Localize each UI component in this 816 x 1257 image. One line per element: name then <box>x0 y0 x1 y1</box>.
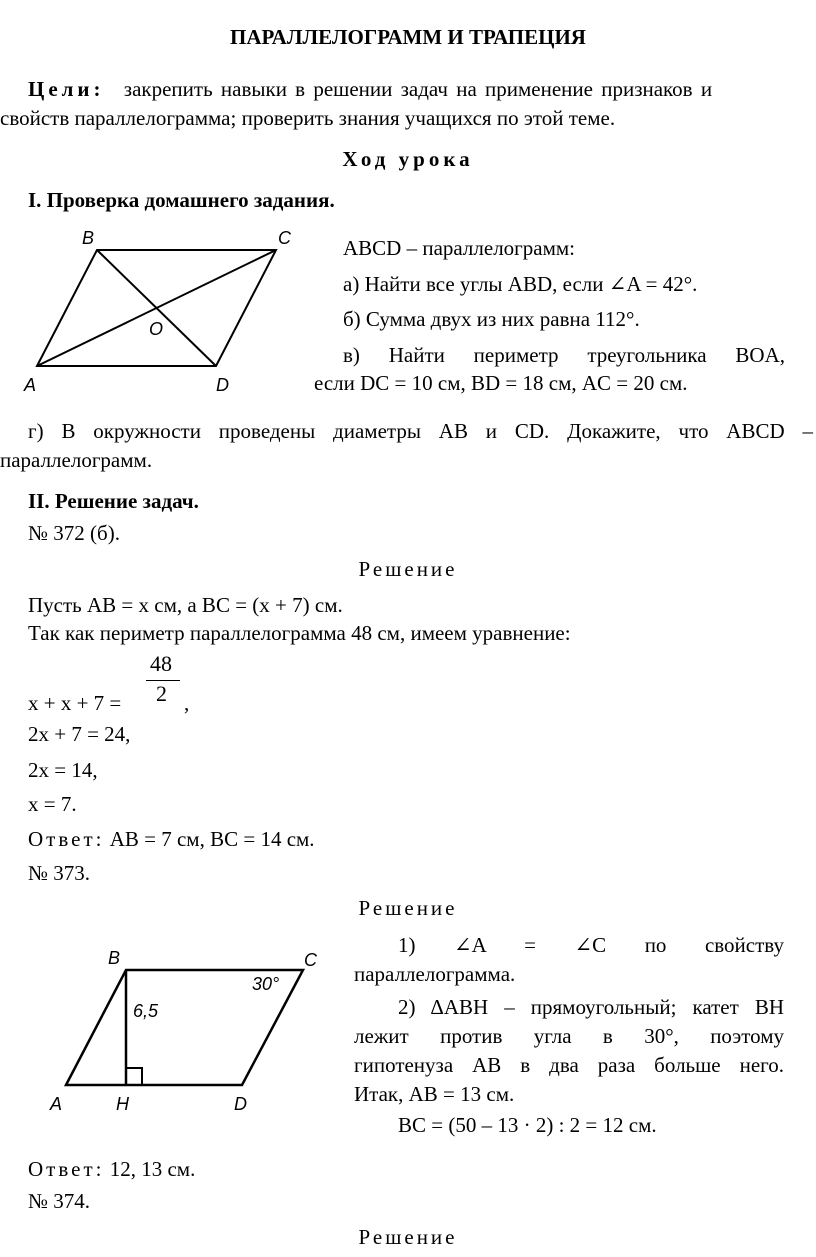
right-angle-mark <box>126 1068 142 1085</box>
answer-372-text: AB = 7 см, BC = 14 см. <box>109 827 315 851</box>
vertex-c2-label: C <box>304 950 317 970</box>
vertex-c-label: C <box>278 228 291 248</box>
task-b: б) Сумма двух из них равна 112°. <box>343 307 640 331</box>
answer-372 <box>28 826 315 852</box>
answer-373-label: Ответ: <box>28 1157 105 1181</box>
parallelogram-figure-2 <box>40 944 340 1124</box>
goals-label: Цели: <box>28 77 105 101</box>
equation-comma: , <box>184 691 190 715</box>
lesson-heading: Ход урока <box>342 147 474 171</box>
proof-1-line-2: параллелограмма. <box>354 962 516 986</box>
solution-label-1: Решение <box>358 557 458 581</box>
vertex-d2-label: D <box>234 1094 247 1114</box>
fraction-numerator: 48 <box>150 651 172 676</box>
fraction-denominator: 2 <box>156 681 167 706</box>
answer-373-text: 12, 13 см. <box>109 1157 196 1181</box>
task-v-line-1: в) Найти периметр треугольника BOA, <box>343 343 785 367</box>
task-372: № 372 (б). <box>28 521 120 545</box>
goals-line-1 <box>28 76 813 102</box>
task-g-line-2: параллелограмм. <box>0 448 153 472</box>
equation-3: 2x = 14, <box>28 758 98 782</box>
section1-heading: I. Проверка домашнего задания. <box>28 188 335 212</box>
task-g-line-1: г) В окружности проведены диаметры AB и CD. Докажите, что ABCD – <box>28 419 813 443</box>
point-o-label: O <box>149 319 164 339</box>
parallelogram-figure-1 <box>10 222 330 402</box>
equation-left: x + x + 7 = <box>28 691 122 715</box>
solution-label-3: Решение <box>358 1225 458 1249</box>
height-value-label: 6,5 <box>133 1001 159 1021</box>
goals-line-2: свойств параллелограмма; проверить знания учащихся по этой теме. <box>0 106 616 130</box>
diagonal-ac <box>37 250 276 366</box>
proof-1-line-1: 1) ∠A = ∠C по свойству <box>398 933 784 957</box>
proof-2-line-3: гипотенуза AB в два раза больше него. <box>354 1053 784 1077</box>
answer-373 <box>28 1156 195 1182</box>
task-a: а) Найти все углы ABD, если ∠A = 42°. <box>343 272 698 296</box>
proof-2-line-1: 2) ΔABH – прямоугольный; катет BH <box>398 995 784 1019</box>
given-text: ABCD – параллелограмм: <box>343 236 576 260</box>
proof-2-line-2: лежит против угла в 30°, поэтому <box>354 1024 784 1048</box>
vertex-a2-label: A <box>50 1094 63 1114</box>
proof-3: BC = (50 – 13 · 2) : 2 = 12 см. <box>398 1113 657 1137</box>
vertex-b-label: B <box>82 228 95 248</box>
solution-label-2: Решение <box>358 896 458 920</box>
point-h-label: H <box>116 1094 129 1114</box>
angle-30-label: 30° <box>252 974 280 994</box>
goals-text-1: закрепить навыки в решении задач на применение признаков и <box>123 77 713 101</box>
task-v-line-2: если DC = 10 см, BD = 18 см, AC = 20 см. <box>314 371 688 395</box>
vertex-a-label: A <box>24 375 37 395</box>
vertex-b2-label: B <box>108 948 121 968</box>
task-373: № 373. <box>28 861 91 885</box>
proof-2-line-4: Итак, AB = 13 см. <box>354 1082 515 1106</box>
equation-4: x = 7. <box>28 792 77 816</box>
section2-heading: II. Решение задач. <box>28 489 199 513</box>
task-374: № 374. <box>28 1189 91 1213</box>
solution-line-1: Пусть AB = x см, а BC = (x + 7) см. <box>28 593 343 617</box>
solution-line-2: Так как периметр параллелограмма 48 см, имеем уравнение: <box>28 621 571 645</box>
page-title: ПАРАЛЛЕЛОГРАММ И ТРАПЕЦИЯ <box>230 25 586 49</box>
answer-372-label: Ответ: <box>28 827 105 851</box>
equation-2: 2x + 7 = 24, <box>28 722 131 746</box>
vertex-d-label: D <box>216 375 229 395</box>
